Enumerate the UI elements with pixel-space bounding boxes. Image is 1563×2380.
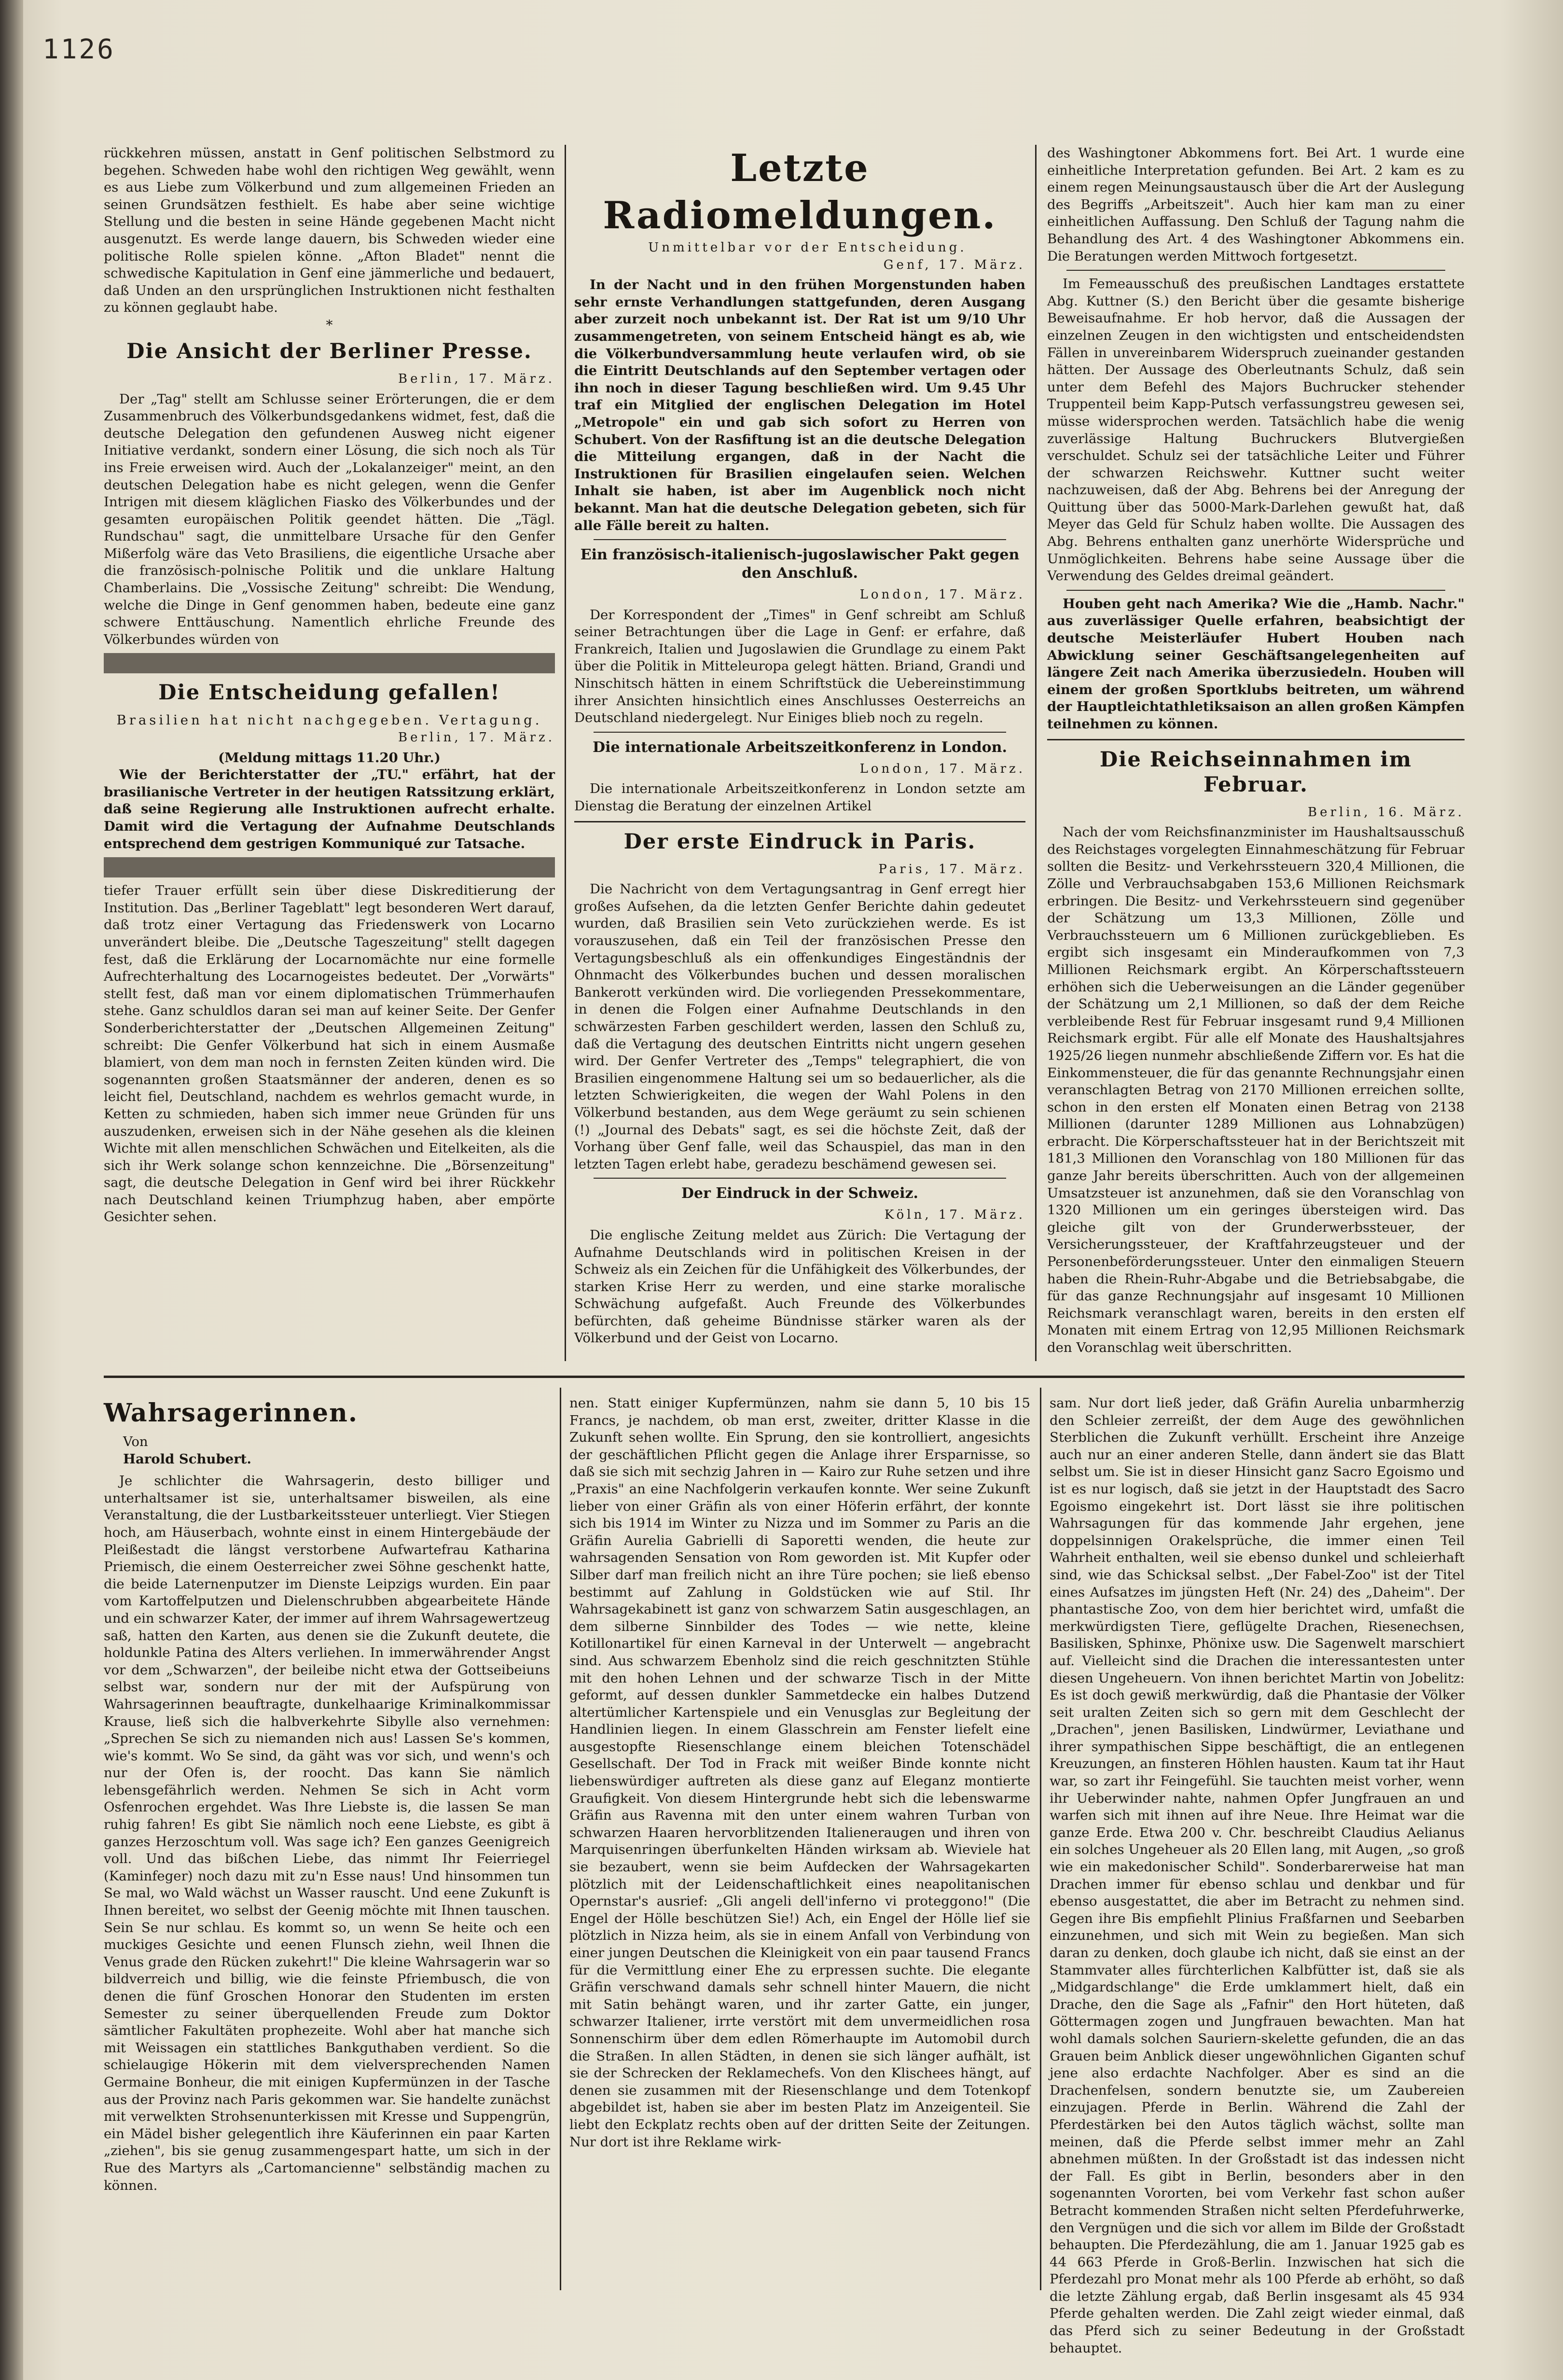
dateline: Berlin, 17. März. [398,371,555,386]
ansicht-headline: Die Ansicht der Berliner Presse. [126,339,532,363]
separator-bar [104,653,555,673]
column-2 [574,145,1025,1366]
pakt-body: Der Korrespondent der „Times" in Genf schreibt am Schluß seiner Betrachtungen über die Lage in Genf: er erfahre, daß Frankreich, Italien und Jugoslawien die Grundlage zu einem Pakt über die Politik in Mitteleuropa gelegt hätten. Briand, Grandi und Ninschitsch hätten in einem Schriftstück die Uebereinstimmung ihrer Ansichten hinsichtlich eines Anschlusses Oesterreichs an Deutschland niedergelegt. Nur Einiges blieb noch zu regeln. [574,607,1025,726]
feuilleton-title: Wahrsagerinnen. [104,1398,358,1428]
reich-body: Nach der vom Reichsfinanzminister im Haushaltsausschuß des Reichstages vorgelegten Einnahmeschätzung für Februar sollten die Besitz- und Verkehrssteuern 320,4 Millionen, die Zölle und Verbrauchsabgaben 153,6 Millionen Reichsmark erbringen. Die Besitz- und Verkehrssteuern sind gegenüber der Schätzung um 13,3 Millionen, Zölle und Verbrauchssteuern um 6 Millionen zurückgeblieben. Es ergibt sich insgesamt ein Minderaufkommen von 7,3 Millionen Reichsmark ergibt. An Körperschaftssteuern erhöhen sich die Ueberweisungen an die Länder gegenüber der Schätzung um 2,1 Millionen, so daß der dem Reiche verbleibende Rest für Februar insgesamt rund 9,4 Millionen Reichsmark ergibt. Für alle elf Monate des Haushaltsjahres 1925/26 liegen nunmehr abschließende Ziffern vor. Es hat die Einkommensteuer, die für das genannte Rechnungsjahr einen veranschlagten Betrag von 2170 Millionen erreichen sollte, schon in den ersten elf Monaten einen Betrag von 2138 Millionen (darunter 1289 Millionen aus Lohnabzügen) erbracht. Die Körperschaftssteuer hat in der Berichtszeit mit 181,3 Millionen den Voranschlag von 180 Millionen für das ganze Jahr bereits überschritten. Auch von der allgemeinen Umsatzsteuer ist anzunehmen, daß sie den Voranschlag von 1320 Millionen um ein geringes übersteigen wird. Das gleiche gilt von der Grunderwerbssteuer, der Versicherungssteuer, der Kraftfahrzeugsteuer und der Personenbeförderungssteuer. Unter den einmaligen Steuern haben die Rhein-Ruhr-Abgabe und die Betriebsabgabe, die für das ganze Rechnungsjahr auf insgesamt 10 Millionen Reichsmark veranschlagt waren, bereits in den ersten elf Monaten mit einem Ertrag von 12,95 Millionen Reichsmark den Voranschlag weit überschritten. [1047,824,1465,1355]
dateline: Genf, 17. März. [883,257,1025,272]
eindruck-body: Die Nachricht von dem Vertagungsantrag in Genf erregt hier großes Aufsehen, da die letzten Genfer Berichte dahin gedeutet wurden, daß Brasilien sein Veto zurückziehen werde. Es ist vorauszusehen, daß ein Teil der französischen Presse den Vertagungsbeschluß als ein offenkundiges Eingeständnis der Ohnmacht des Völkerbundes buchen und dessen moralischen Bankerott verkünden wird. Die vorliegenden Pressekommentare, in denen die Folgen einer Aufnahme Deutschlands in den schwärzesten Farben geschildert werden, lassen den Schluß zu, daß die Vertagung des deutschen Eintritts nicht ungern gesehen wird. Der Genfer Vertreter des „Temps" telegraphiert, die von Brasilien eingenommene Haltung sei um so bedauerlicher, als die letzten Schwierigkeiten, die wegen der Wahl Polens in den Völkerbund bestanden, aus dem Wege geräumt zu sein schienen (!) „Journal des Debats" sagt, es sei die höchste Zeit, daß der Vorhang über Genf falle, weil das Schauspiel, das man in den letzten Tagen erlebt habe, geradezu beschämend gewesen sei. [574,881,1025,1172]
column-1 [104,145,555,1366]
radio-subhead: Unmittelbar vor der Entscheidung. [648,240,967,255]
dateline: Berlin, 16. März. [1308,805,1465,820]
feuilleton-column-3 [1050,1395,1465,2356]
lower-body: tiefer Trauer erfüllt sein über diese Diskreditierung der Institution. Das „Berliner Tageblatt" legt besonderen Wert darauf, daß trotz einer Vertagung das Friedenswerk von Locarno unverändert bleibe. Die „Deutsche Tageszeitung" stellt dagegen fest, daß die Erklärung der Locarnomächte nur eine formelle Aufrechterhaltung des Locarnogeistes bedeutet. Der „Vorwärts" stellt fest, daß man vor einem diplomatischen Trümmerhaufen stehe. Ganz schuldlos daran sei man auf keiner Seite. Der Genfer Sonderberichterstatter der „Deutschen Allgemeinen Zeitung" schreibt: Die Genfer Völkerbund hat sich in einem Ausmaße blamiert, von dem man noch in fernsten Zeiten künden wird. Die sogenannten großen Staatsmänner der anderen, denen es so leicht fiel, Deutschland, nachdem es wehrlos gemacht wurde, in Ketten zu schmieden, haben sich immer neue Gründen für uns auszudenken, erweisen sich in der Nähe gesehen als die kleinen Wichte mit allen menschlichen Schwächen und Eitelkeiten, als die sich ihr Werk solange schon kennzeichne. Die „Börsenzeitung" sagt, die deutsche Delegation in Genf wird bei ihrer Rückkehr nach Deutschland keinen Triumphzug haben, aber empörte Gesichter sehen. [104,883,555,1225]
schweiz-body: Die englische Zeitung meldet aus Zürich: Die Vertagung der Aufnahme Deutschlands wird in politischen Kreisen in der Schweiz als ein Zeichen für die Unfähigkeit des Völkerbundes, der starken Krise Herr zu werden, und eine starke moralische Schwächung aufgefaßt. Auch Freunde des Völkerbundes befürchten, daß geheime Bündnisse stärker waren als der Völkerbund und der Geist von Locarno. [574,1227,1025,1346]
reich-headline: Die Reichseinnahmen im Februar. [1099,747,1412,797]
meldung-note: (Meldung mittags 11.20 Uhr.) [218,750,441,765]
byline-von: Von [123,1434,148,1449]
column-rule [565,145,566,1361]
column-rule [560,1388,561,2290]
dateline: London, 17. März. [859,761,1025,776]
byline-author: Harold Schubert. [123,1451,251,1467]
feuilleton-body-3: sam. Nur dort ließ jeder, daß Gräfin Aurelia unbarmherzig den Schleier zerreißt, der dem Auge des gewöhnlichen Sterblichen die Zukunft verhüllt. Erscheint ihre Anzeige auch nur an einer anderen Stelle, dann ändert sie das Blatt selbst um. Sie ist in dieser Hinsicht ganz Sacro Egoismo und ist es nur logisch, daß sie jetzt in der Hauptstadt des Sacro Egoismo eingekehrt ist. Dort lässt sie ihre politischen Wahrsagungen für das kommende Jahr ergehen, jene doppelsinnigen Orakelsprüche, die immer einen Teil Wahrheit enthalten, weil sie ebenso dunkel und schleierhaft sind, wie das Schicksal selbst. „Der Fabel-Zoo" ist der Titel eines Aufsatzes im jüngsten Heft (Nr. 24) des „Daheim". Der phantastische Zoo, von dem hier berichtet wird, umfaßt die merkwürdigsten Tiere, geflügelte Drachen, Riesenechsen, Basilisken, Sphinxe, Phönixe usw. Die Sagenwelt marschiert auf. Vielleicht sind die Drachen die interessantesten unter diesen Ungeheuern. Von ihnen berichtet Martin von Jobelitz: Es ist doch gewiß merkwürdig, daß die Phantasie der Völker seit uralten Zeiten sich so gern mit dem Geschlecht der „Drachen", jenen Basilisken, Lindwürmer, Leviathane und ihrer sympathischen Sippe beschäftigt, die an entlegenen Kreuzungen, an finsteren Höhlen hausten. Kaum tat ihr Haut war, so zart ihr Feingefühl. Sie tauchten meist vorher, wenn ihr Ueberwinder nahte, nahmen Opfer Jungfrauen an und warfen sich mit ihnen auf ihre Neue. Ihre Heimat war die ganze Erde. Etwa 200 v. Chr. beschreibt Claudius Aelianus ein solches Ungeheuer als 20 Ellen lang, mit Augen, „so groß wie ein makedonischer Schild". Sonderbarerweise hat man Drachen immer für ebenso schlau und denkbar und für ebenso ausgestattet, die aber im Betracht zu nehmen sind. Gegen ihre Bis empfiehlt Plinius Fraßfarnen und Seebarben einzunehmen, und sich mit Wein zu begießen. Man sich daran zu denken, doch glaube ich nicht, daß sie einst an der Stammvater alles fürchterlichen Kalbfütter ist, daß sie als „Midgardschlange" die Erde umklammert hielt, daß ein Drache, den die Sage als „Fafnir" den Hort hüteten, daß Göttermagen zogen und Jungfrauen bewachten. Man hat wohl damals solchen Sauriern-skelette gefunden, die an das Grauen beim Anblick dieser ungewöhnlichen Giganten schuf jene also erdachte Nachfolger. Aber es sind an die Drachenfelsen, sondern benutzte sie, um Zaubereien einzujagen. Pferde in Berlin. Während die Zahl der Pferdestärken bei den Autos täglich wächst, sollte man meinen, daß die Pferde selbst immer mehr an Zahl abnehmen müßten. In der Großstadt ist das indessen nicht der Fall. Es gibt in Berlin, besonders aber in den sogenannten Vororten, bei vom Verkehr fast schon außer Betracht kommenden Straßen nicht selten Pferdefuhrwerke, den Vergnügen und die sich vor allem im Bilde der Großstadt behaupten. Die Pferdezählung, die am 1. Januar 1925 gab es 44 663 Pferde in Groß-Berlin. Inzwischen hat sich die Pferdezahl pro Monat mehr als 100 Pferde ab erhöht, so daß die letzte Zählung ergab, daß Berlin insgesamt als 45 934 Pferde gehalten werden. Die Zahl zeigt wieder einmal, daß das Pferd sich zu seiner Bedeutung in der Großstadt behauptet. [1050,1395,1465,2356]
dateline: London, 17. März. [859,587,1025,602]
entscheidung-subhead: Brasilien hat nicht nachgegeben. Vertagung. [116,712,542,728]
dateline: Berlin, 17. März. [398,730,555,745]
ansicht-body: Der „Tag" stellt am Schlusse seiner Erörterungen, die er dem Zusammenbruch des Völkerbundsgedankens widmet, fest, daß die deutsche Delegation den gefundenen Ausweg nicht eigener Initiative verdankt, sondern einer Lösung, die sich noch als Tür ins Freie erweisen wird. Auch der „Lokalanzeiger" meint, an den deutschen Delegation habe es nicht gelegen, wenn die Genfer Intrigen mit diesem kläglichen Fiasko des Völkerbundes und der gesamten europäischen Politik geendet hätten. Die „Tägl. Rundschau" sagt, die unmittelbare Ursache für den Genfer Mißerfolg wäre das Veto Brasiliens, die eigentliche Ursache aber die französisch-polnische Politik und die unklare Haltung Chamberlains. Die „Vossische Zeitung" schreibt: Die Wendung, welche die Dinge in Genf genommen haben, bedeute eine ganz schwere Enttäuschung. Namentlich ehrliche Freunde des Völkerbundes würden von [104,391,555,647]
dateline: Paris, 17. März. [878,862,1025,877]
feuilleton-body-2: nen. Statt einiger Kupfermünzen, nahm sie dann 5, 10 bis 15 Francs, je nachdem, ob man erst, zweiter, dritter Klasse in die Zukunft sehen wollte. Ein Sprung, den sie kontrolliert, angesichts der geschäftlichen Pflicht gegen die Anlage ihrer Ersparnisse, so daß sie sich mit sechzig Jahren in — Kairo zur Ruhe setzen und ihre „Praxis" an eine Nachfolgerin verkaufen konnte. Wer seine Zukunft lieber von einer Gräfin als von einer Höferin erfährt, der konnte sich bis 1914 im Winter zu Nizza und im Sommer zu Paris an die Gräfin Aurelia Gabrielli di Saporetti wenden, die heute zur wahrsagenden Sensation von Rom geworden ist. Mit Kupfer oder Silber darf man freilich nicht an ihre Türe pochen; sie ließ ebenso bestimmt auf Zahlung in Goldstücken wie auf Stil. Ihr Wahrsagekabinett ist ganz von schwarzem Satin ausgeschlagen, an dem silberne Sinnbilder des Todes — wie nette, kleine Kotillonartikel für einen Karneval in der Unterwelt — angebracht sind. Aus schwarzem Ebenholz sind die reich geschnitzten Stühle mit den hohen Lehnen und der schwarze Tisch in der Mitte geformt, auf dessen dunkler Sammetdecke ein halbes Dutzend altertümlicher Kartenspiele und ein Venusglas zur Begleitung der Handlinien liegen. In einem Glasschrein am Fenster liefelt eine ausgestopfte Riesenschlange einem bleichen Totenschädel Gesellschaft. Der Tod in Frack mit weißer Binde konnte nicht liebenswürdiger auftreten als diese ganz auf Eleganz montierte Graufigkeit. Von diesem Hintergrunde hebt sich die lebenswarme Gräfin aus Ravenna mit den unter einem wahren Turban von schwarzen Haaren hervorblitzenden Italieneraugen und ihren von Marquisenringen überfunkelten Händen wirksam ab. Wieviele hat sie bezaubert, wenn sie beim Aufdecken der Wahrsagekarten plötzlich mit der Leidenschaftlichkeit eines neapolitanischen Opernstar's ausrief: „Gli angeli dell'inferno vi proteggono!" (Die Engel der Hölle beschützen Sie!) Ach, ein Engel der Hölle lief sie plötzlich in Nizza heim, als sie in einem Anfall von Verbindung von einer jungen Deutschen die Kleinigkeit von ein paar tausend Francs für die Vermittlung einer Ehe zu erpressen suchte. Die elegante Gräfin verschwand damals sehr schnell hinter Mauern, die nicht mit Satin behängt waren, und ihr zarter Gatte, ein junger, schwarzer Italiener, irrte verstört mit dem unvermeidlichen rosa Sonnenschirm über dem edlen Römerhaupte im Automobil durch die Straßen. In allen Städten, in denen sie sich länger aufhält, ist sie der Schrecken der Reklamechefs. Von den Klischees hängt, auf denen sie zusammen mit der Riesenschlange und dem Totenkopf abgebildet ist, haben sie aber im besten Platz im Anzeigenteil. Sie liebt den Eckplatz rechts oben auf der dritten Seite der Zeitungen. Nur dort ist ihre Reklame wirk- [569,1395,1030,2150]
separator-bar [104,857,555,877]
divider [594,539,1006,540]
ornament: * [326,317,333,333]
arbeitszeit-body: Die internationale Arbeitszeitkonferenz in London setzte am Dienstag die Beratung der einzelnen Artikel [574,781,1025,814]
binding-edge [0,0,23,2380]
feuilleton-rule [104,1376,1465,1378]
divider [594,732,1006,733]
genf-body: In der Nacht und in den frühen Morgenstunden haben sehr ernste Verhandlungen stattgefunden, deren Ausgang aber zurzeit noch unbekannt ist. Der Rat ist um 9/10 Uhr zusammengetreten, von seinem Entscheid hängt es ab, wie die Völkerbundversammlung heute verlaufen wird, ob sie die Eintritt Deutschlands auf den September vertagen oder ihn noch in dieser Tagung beschließen wird. Um 9.45 Uhr traf ein Mitglied der englischen Delegation im Hotel „Metropole" ein und gab sich sofort zu Herren von Schubert. Von der Rasfiftung ist an die deutsche Delegation die Mitteilung ergangen, daß in der Nacht die Instruktionen für Brasilien eingelaufen seien. Welchen Inhalt sie haben, ist aber im Augenblick noch nicht bekannt. Man hat die deutsche Delegation gebeten, sich für alle Fälle bereit zu halten. [574,277,1025,533]
entscheidung-headline: Die Entscheidung gefallen! [158,681,500,705]
dateline: Köln, 17. März. [884,1208,1025,1223]
entscheidung-body: Wie der Berichterstatter der „TU." erfährt, hat der brasilianische Vertreter in der heutigen Ratssitzung erklärt, daß seine Regierung alle Instruktionen aufrecht erhalte. Damit wird die Vertagung der Aufnahme Deutschlands entsprechend dem gestrigen Kommuniqué zur Tatsache. [104,767,555,851]
top-body: des Washingtoner Abkommens fort. Bei Art. 1 wurde eine einheitliche Interpretation gefunden. Bei Art. 2 kam es zu einem regen Meinungsaustausch über die Art der Auslegung des Begriffs „Arbeitszeit". Auch hier kam man zu einer einheitlichen Auffassung. Den Schluß der Tagung nahm die Behandlung des Art. 4 des Washingtoner Abkommens ein. Die Beratungen werden Mittwoch fortgesetzt. [1047,145,1465,264]
radio-banner: Letzte Radiomeldungen. [603,146,997,237]
eindruck-headline: Der erste Eindruck in Paris. [623,829,976,854]
feuilleton-column-1 [104,1395,550,2288]
feuilleton-body-1: Je schlichter die Wahrsagerin, desto billiger und unterhaltsamer ist sie, unterhaltsamer bisweilen, als eine Veranstaltung, die der Lustbarkeitssteuer unterliegt. Vier Stiegen hoch, am Häuserbach, wohnte einst in einem Hintergebäude der Pleißestadt die längst verstorbene Aufwartefrau Katharina Priemisch, die einem Oesterreicher zwei Söhne geschenkt hatte, die beide Laternenputzer im Dienste Leipzigs wurden. Ein paar vom Kartoffelputzen und Dielenschrubben abgearbeitete Hände und ein schwarzer Kater, der immer auf ihrem Wahrsagewertzeug saß, hatten den Karten, aus denen sie die Zukunft deutete, die holdunkle Patina des Alters verliehen. In immerwährender Angst vor dem „Schwarzen", der beileibe nicht etwa der Gottseibeiuns selbst war, sondern nur der mit der Aufspürung von Wahrsagerinnen beauftragte, dunkelhaarige Kriminalkommissar Krause, ließ sich die halbverkehrte Sibylle also vernehmen: „Sprechen Se sich zu niemanden nich aus! Lassen Se's kommen, wie's kommt. Wo Se sind, da gäht was vor sich, und wenn's och nur der Ofen is, der roocht. Das kann Sie nämlich lebensgefährlich werden. Nehmen Se sich in Acht vorm Osfenrochen ergehdet. Was Ihre Liebste is, die lassen Se man ruhig fahren! Es gibt Sie nämlich noch eene Liebste, es gibt ä ganzes Herzoschtum voll. Was sage ich? Een ganzes Geenigreich voll. Und das bißchen Liebe, das nimmt Ihr Feierriegel (Kaminfeger) noch dazu mit zu'n Esse naus! Und hinsommen tun Se mal, wo Wald wächst un Wasser rauscht. Und eene Zukunft is Ihnen bereitet, wo selbst der Geenig möchte mit Ihnen tauschen. Sein Se nur schlau. Es kommt so, un wenn Se heite och een muckiges Gesichte und eenen Flunsch ziehn, weil Ihnen die Venus grade den Rücken zukehrt!" Die kleine Wahrsagerin war so bildverreich und billig, wie die feinste Pfriembusch, die von denen die fünf Groschen Honorar den Studenten im ersten Semester zu seiner überquellenden Freude zum Doktor sämtlicher Fakultäten prophezeite. Wohl aber hat manche sich mit Weissagen ein stattliches Bankguthaben verdient. So die schielaugige Hökerin mit dem vielversprechenden Namen Germaine Bonheur, die mit einigen Kupfermünzen in der Tasche aus der Provinz nach Paris gekommen war. Sie handelte zunächst mit verwelkten Strohsenunterkissen mit Kresse und Suppengrün, ein Mädel bisher gelegentlich ihre Käuferinnen ein paar Karten „ziehen", bis sie genug zusammengespart hatte, um sich in der Rue des Martyrs als „Cartomancienne" selbständig machen zu können. [104,1473,550,2193]
column-3 [1047,145,1465,1366]
landtag-body: Im Femeausschuß des preußischen Landtages erstattete Abg. Kuttner (S.) den Bericht über die gesamte bisherige Beweisaufnahme. Er hob hervor, daß die Aussagen der einzelnen Zeugen in den wichtigsten und entscheidendsten Fällen in unvereinbarem Widerspruch zueinander gestanden hätten. Der Aussage des Oberleutnants Schulz, daß sein unter dem Befehl des Majors Buchrucker stehender Truppenteil beim Kapp-Putsch verfassungstreu gewesen sei, müsse widersprochen werden. Tatsächlich habe die wenig zuverlässige Haltung Buchruckers Blutvergießen verschuldet. Schulz sei der tatsächliche Leiter und Führer der schwarzen Reichswehr. Kuttner sucht weiter nachzuweisen, daß der Abg. Behrens bei der Anregung der Quittung über das 5000-Mark-Darlehen gewußt hat, daß Meyer das Geld für Schulz haben wollte. Die Aussagen des Abg. Behrens enthalten ganz unerhörte Widersprüche und Unmöglichkeiten. Behrens habe seine Aussage über die Verwendung des Geldes dreimal geändert. [1047,276,1465,584]
schweiz-headline: Der Eindruck in der Schweiz. [681,1185,918,1202]
pakt-headline: Ein französisch-italienisch-jugoslawischer Pakt gegen den Anschluß. [580,546,1020,582]
section-rule [1047,739,1465,740]
divider [1066,590,1445,591]
page-number: 1126 [42,34,115,65]
amerika-body: Houben geht nach Amerika? Wie die „Hamb. Nachr." aus zuverlässiger Quelle erfahren, beabsichtigt der deutsche Meisterläufer Hubert Houben nach Abwicklung seiner Geschäftsangelegenheiten auf längere Zeit nach Amerika überzusiedeln. Houben will einem der großen Sportklubs beitreten, um während der Hauptleichtathletiksaison an allen großen Kämpfen teilnehmen zu können. [1047,596,1465,732]
column-rule [1040,1388,1041,2290]
intro-paragraph: rückkehren müssen, anstatt in Genf politischen Selbstmord zu begehen. Schweden habe wohl den richtigen Weg gewählt, wenn es aus Liebe zum Völkerbund und zum allgemeinen Frieden an seinen Grundsätzen festhielt. Es habe aber seine wichtige Stellung und die besten in seine Hände gegebenen Macht nicht ausgenutzt. Es werde lange dauern, bis Schweden wieder eine politische Rolle spielen könne. „Afton Bladet" nennt die schwedische Kapitulation in Genf eine jämmerliche und bedauert, daß Unden an den ursprünglichen Instruktionen nicht festhalten zu können geglaubt habe. [104,145,555,316]
section-rule [574,821,1025,822]
divider [1066,270,1445,271]
column-rule [1035,145,1037,1361]
feuilleton-column-2 [569,1395,1030,2288]
divider [594,1178,1006,1179]
arbeitszeit-headline: Die internationale Arbeitszeitkonferenz in London. [593,738,1007,756]
